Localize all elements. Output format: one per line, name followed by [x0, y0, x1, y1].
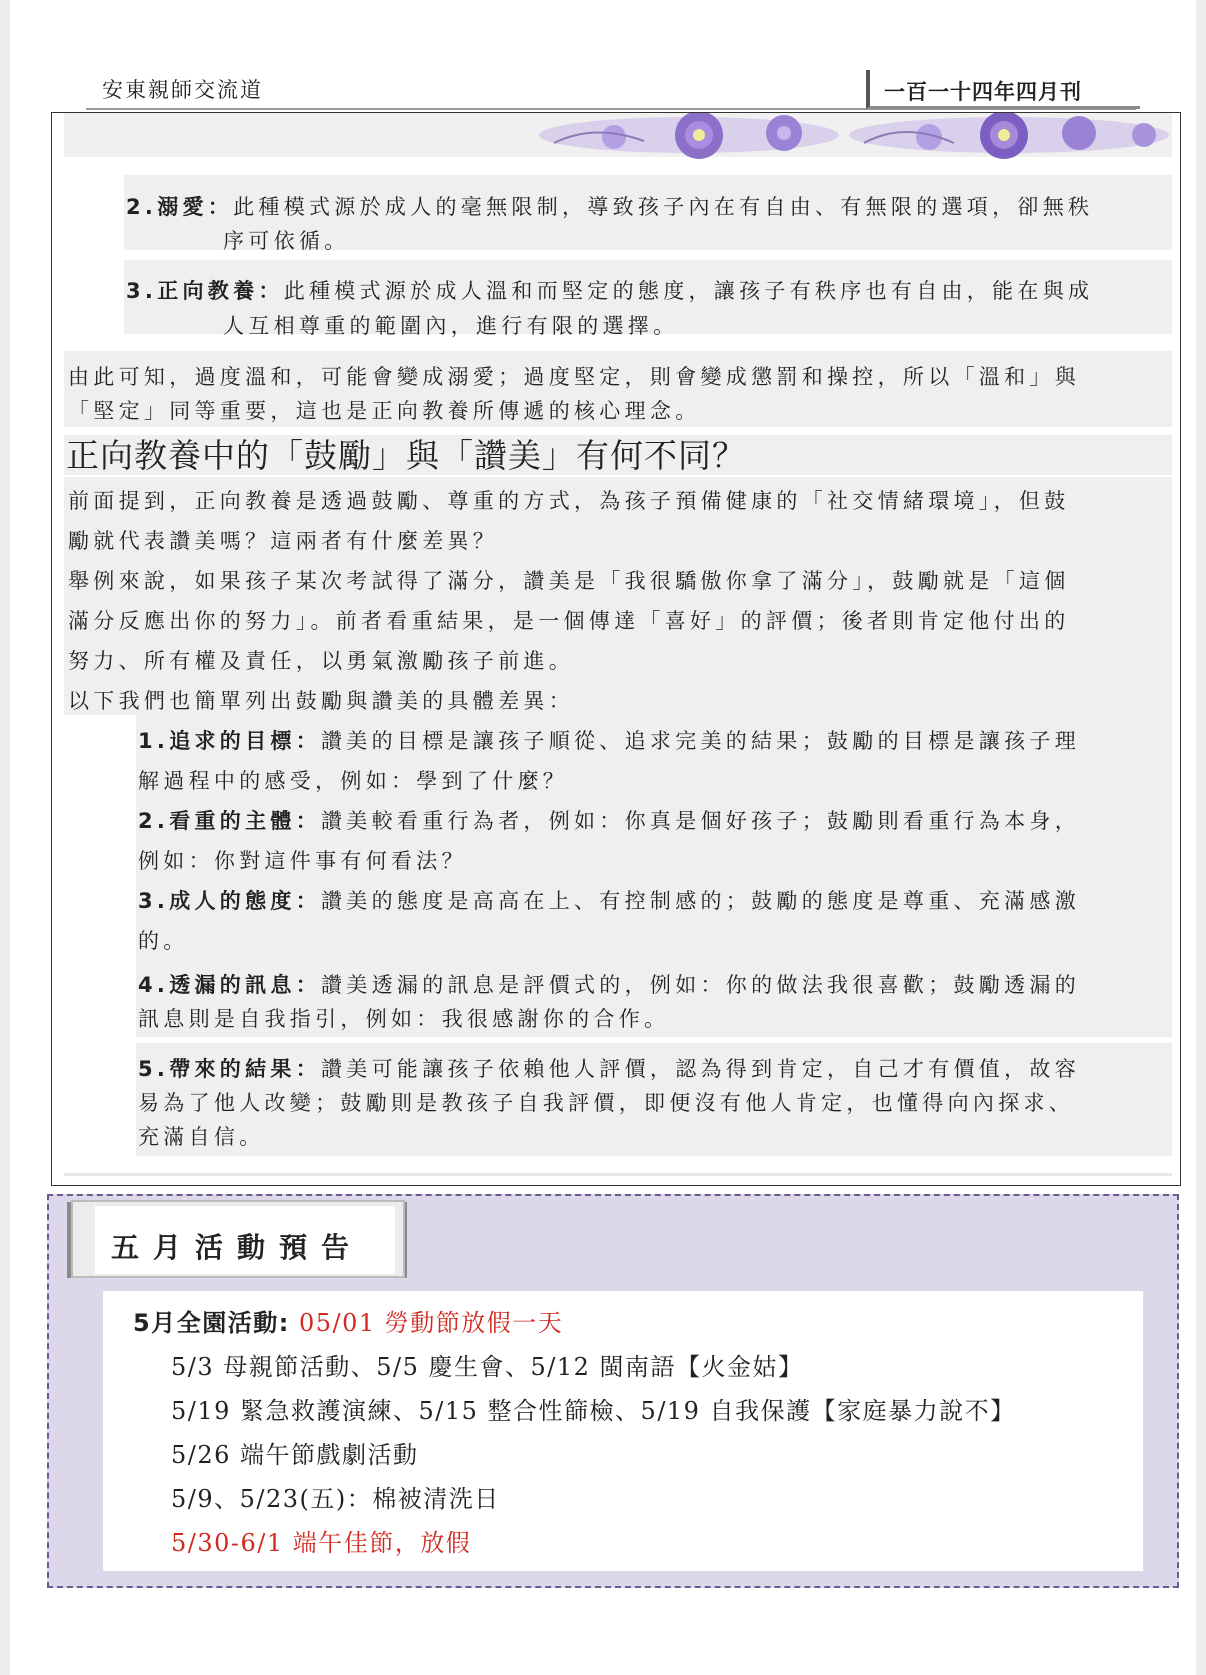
newsletter-page: [10, 0, 1196, 1675]
difference-text-cont: 解過程中的感受，例如：學到了什麼？: [138, 769, 569, 793]
may-title-frame: [71, 1200, 405, 1278]
style-text: 此種模式源於成人溫和而堅定的態度，讓孩子有秩序也有自由，能在與成: [283, 279, 1094, 303]
intro-line: 舉例來說，如果孩子某次考試得了滿分，讚美是「我很驕傲你拿了滿分」，鼓勵就是「這個: [68, 569, 1070, 593]
difference-label: 5.帶來的結果：: [138, 1057, 321, 1081]
intro-line: 努力、所有權及責任，以勇氣激勵孩子前進。: [68, 649, 574, 673]
difference-label: 4.透漏的訊息：: [138, 973, 321, 997]
conclusion-line: 「堅定」同等重要，這也是正向教養所傳遞的核心理念。: [68, 399, 701, 423]
intro-line: 前面提到，正向教養是透過鼓勵、尊重的方式，為孩子預備健康的「社交情緒環境」，但鼓: [68, 489, 1070, 513]
intro-line: 滿分反應出你的努力」。前者看重結果，是一個傳達「喜好」的評價；後者則肯定他付出的: [68, 609, 1070, 633]
difference-text-cont: 訊息則是自我指引，例如：我很感謝你的合作。: [138, 1007, 670, 1031]
flower-decoration-band: [64, 113, 1172, 157]
style-label: 3.正向教養：: [126, 279, 284, 303]
may-title-plate: [95, 1206, 395, 1274]
difference-text: 讚美透漏的訊息是評價式的，例如：你的做法我很喜歡；鼓勵透漏的: [321, 973, 1080, 997]
difference-label: 1.追求的目標：: [138, 729, 321, 753]
main-activity-line: [133, 1311, 563, 1335]
difference-text-cont: 易為了他人改變；鼓勵則是教孩子自我評價，即便沒有他人肯定，也懂得向內探求、: [138, 1091, 1075, 1115]
bottom-rule: [64, 1173, 1172, 1176]
style-text-cont: 人互相尊重的範圍內，進行有限的選擇。: [223, 314, 679, 338]
activity-item-holiday: 5/30-6/1 端午佳節，放假: [171, 1529, 472, 1557]
difference-label: 3.成人的態度：: [138, 889, 321, 913]
newsletter-title: 安東親師交流道: [102, 78, 263, 102]
style-item-indulgent: [126, 197, 1093, 218]
difference-item: [138, 811, 1080, 832]
difference-text-cont: 充滿自信。: [138, 1125, 265, 1149]
difference-text: 讚美的目標是讓孩子順從、追求完美的結果；鼓勵的目標是讓孩子理: [321, 729, 1080, 753]
intro-line: 以下我們也簡單列出鼓勵與讚美的具體差異：: [68, 689, 574, 713]
style-label: 2.溺愛：: [126, 195, 234, 219]
difference-item: [138, 731, 1080, 752]
activity-item: 5/26 端午節戲劇活動: [171, 1441, 419, 1469]
conclusion-line: 由此可知，過度溫和，可能會變成溺愛；過度堅定，則會變成懲罰和操控，所以「溫和」與: [68, 365, 1080, 389]
difference-label: 2.看重的主體：: [138, 809, 321, 833]
style-text: 此種模式源於成人的毫無限制，導致孩子內在有自由、有無限的選項，卻無秩: [233, 195, 1094, 219]
difference-text-cont: 例如：你對這件事有何看法？: [138, 849, 467, 873]
difference-text: 讚美可能讓孩子依賴他人評價，認為得到肯定，自己才有價值，故容: [321, 1057, 1080, 1081]
may-title: 五月活動預告: [111, 1231, 364, 1264]
activity-item: 5/9、5/23(五)：棉被清洗日: [171, 1485, 500, 1513]
difference-text-cont: 的。: [138, 929, 189, 953]
purple-flower-border-icon: [534, 113, 1174, 163]
issue-label: 一百一十四年四月刊: [884, 80, 1082, 104]
section-heading: 正向教養中的「鼓勵」與「讚美」有何不同？: [66, 436, 746, 475]
may-activity-card: [103, 1291, 1143, 1571]
difference-text: 讚美的態度是高高在上、有控制感的；鼓勵的態度是尊重、充滿感激: [321, 889, 1080, 913]
article-box: [51, 112, 1181, 1186]
intro-line: 勵就代表讚美嗎？這兩者有什麼差異？: [68, 529, 499, 553]
difference-item: [138, 891, 1080, 912]
style-text-cont: 序可依循。: [223, 229, 350, 253]
difference-item: [138, 1059, 1080, 1080]
main-activity-highlight: 05/01 勞動節放假一天: [298, 1309, 564, 1337]
difference-item: [138, 975, 1080, 996]
issue-box: [866, 70, 1140, 109]
may-preview-box: [47, 1194, 1179, 1588]
activity-item: 5/3 母親節活動、5/5 慶生會、5/12 閩南語【火金姑】: [171, 1353, 804, 1381]
main-activity-label: 5月全園活動:: [133, 1309, 290, 1337]
style-item-positive: [126, 281, 1093, 302]
activity-item: 5/19 緊急救護演練、5/15 整合性篩檢、5/19 自我保護【家庭暴力說不】: [171, 1397, 1016, 1425]
difference-text: 讚美較看重行為者，例如：你真是個好孩子；鼓勵則看重行為本身，: [321, 809, 1080, 833]
